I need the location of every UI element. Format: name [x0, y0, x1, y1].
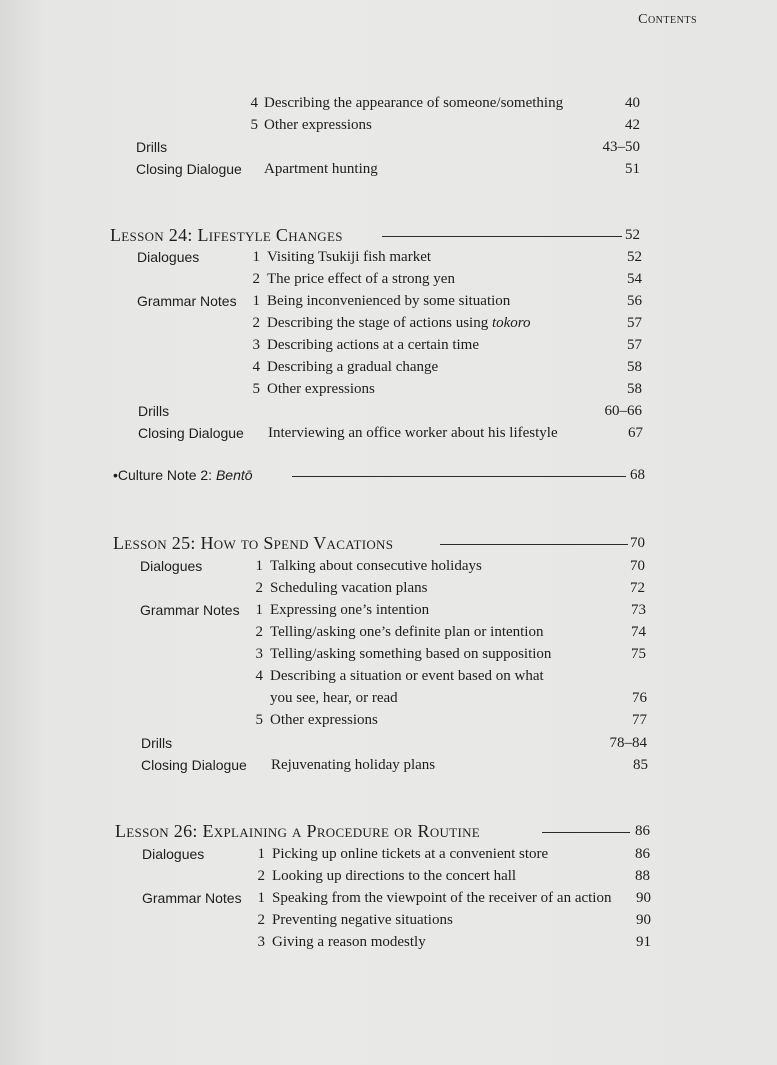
- lesson-heading[interactable]: [0, 222, 777, 248]
- closing-dialogue-label: Closing Dialogue: [138, 425, 244, 441]
- toc-entry[interactable]: [0, 843, 777, 865]
- toc-entry[interactable]: [0, 887, 777, 909]
- entry-page: 76: [632, 690, 647, 706]
- lesson-page: 70: [630, 535, 645, 551]
- drills-label: Drills: [136, 139, 168, 155]
- entry-number: 1: [255, 558, 263, 574]
- toc-entry[interactable]: [0, 312, 777, 334]
- toc-entry[interactable]: [0, 865, 777, 887]
- entry-title: Picking up online tickets at a convenient store: [272, 846, 549, 862]
- entry-number: 2: [257, 868, 265, 884]
- toc-entry-closing[interactable]: [0, 422, 777, 444]
- entry-page: 57: [627, 315, 642, 331]
- entry-number: 2: [252, 315, 260, 331]
- toc-entry-closing[interactable]: [0, 754, 777, 776]
- entry-page: 68: [630, 467, 645, 483]
- entry-number: 4: [250, 95, 258, 111]
- entry-title: Telling/asking one’s definite plan or intention: [270, 624, 544, 640]
- entry-title: you see, hear, or read: [270, 690, 398, 706]
- entry-number: 2: [257, 912, 265, 928]
- entry-page: 90: [636, 912, 651, 928]
- closing-dialogue-label: Closing Dialogue: [141, 757, 247, 773]
- toc-entry[interactable]: [0, 709, 777, 731]
- culture-note-entry[interactable]: [0, 464, 777, 486]
- toc-entry[interactable]: [0, 114, 777, 136]
- entry-number: 2: [255, 580, 263, 596]
- entry-number: 2: [255, 624, 263, 640]
- toc-entry-drills[interactable]: [0, 400, 777, 422]
- toc-entry[interactable]: [0, 643, 777, 665]
- toc-entry[interactable]: [0, 334, 777, 356]
- dialogues-label: Dialogues: [140, 558, 203, 574]
- entry-title: Describing a situation or event based on what: [270, 668, 544, 684]
- toc-entry[interactable]: [0, 931, 777, 953]
- toc-entry-continuation[interactable]: [0, 687, 777, 709]
- entry-title: Apartment hunting: [264, 161, 378, 177]
- entry-number: 1: [252, 293, 260, 309]
- lesson-title: Lesson 24: Lifestyle Changes: [110, 225, 343, 245]
- closing-dialogue-label: Closing Dialogue: [136, 161, 242, 177]
- dialogues-label: Dialogues: [137, 249, 200, 265]
- entry-title: Describing a gradual change: [267, 359, 439, 375]
- entry-page: 40: [625, 95, 640, 111]
- toc-entry[interactable]: [0, 290, 777, 312]
- entry-title: Scheduling vacation plans: [270, 580, 428, 596]
- culture-note-prefix: •Culture Note 2:: [113, 467, 216, 483]
- entry-page: 88: [635, 868, 650, 884]
- entry-page: 72: [630, 580, 645, 596]
- entry-title-main: Describing the stage of actions using: [267, 315, 492, 331]
- toc-entry[interactable]: [0, 909, 777, 931]
- entry-page: 77: [632, 712, 647, 728]
- entry-page: 85: [633, 757, 648, 773]
- lesson-heading[interactable]: [0, 818, 777, 844]
- lesson-title: Lesson 25: How to Spend Vacations: [113, 533, 394, 553]
- leader-line: [440, 544, 628, 545]
- grammar-notes-label: Grammar Notes: [137, 293, 237, 309]
- toc-entry[interactable]: [0, 555, 777, 577]
- entry-page: 74: [631, 624, 646, 640]
- entry-title: Describing the appearance of someone/something: [264, 95, 564, 111]
- entry-page: 90: [636, 890, 651, 906]
- toc-entry[interactable]: [0, 356, 777, 378]
- toc-entry[interactable]: [0, 268, 777, 290]
- entry-page: 51: [625, 161, 640, 177]
- entry-title: Other expressions: [267, 381, 375, 397]
- entry-title: Other expressions: [270, 712, 378, 728]
- toc-entry[interactable]: [0, 92, 777, 114]
- entry-title: [267, 312, 531, 334]
- entry-page: 60–66: [604, 403, 642, 419]
- entry-number: 3: [257, 934, 265, 950]
- entry-title: Visiting Tsukiji fish market: [267, 249, 432, 265]
- entry-title: Rejuvenating holiday plans: [271, 757, 436, 773]
- entry-number: 3: [252, 337, 260, 353]
- toc-entry[interactable]: [0, 665, 777, 687]
- entry-page: 54: [627, 271, 642, 287]
- entry-number: 4: [255, 668, 263, 684]
- entry-number: 1: [252, 249, 260, 265]
- dialogues-label: Dialogues: [142, 846, 205, 862]
- entry-page: 52: [627, 249, 642, 265]
- entry-page: 42: [625, 117, 640, 133]
- toc-entry-drills[interactable]: [0, 136, 777, 158]
- entry-title: Being inconvenienced by some situation: [267, 293, 511, 309]
- entry-page: 58: [627, 359, 642, 375]
- entry-number: 2: [252, 271, 260, 287]
- entry-number: 1: [255, 602, 263, 618]
- grammar-notes-label: Grammar Notes: [142, 890, 242, 906]
- lesson-page: 52: [625, 227, 640, 243]
- entry-title: The price effect of a strong yen: [267, 271, 455, 287]
- toc-entry[interactable]: [0, 378, 777, 400]
- entry-title: Other expressions: [264, 117, 372, 133]
- toc-entry[interactable]: [0, 246, 777, 268]
- entry-number: 3: [255, 646, 263, 662]
- entry-page: 56: [627, 293, 642, 309]
- toc-entry[interactable]: [0, 599, 777, 621]
- entry-title: Telling/asking something based on supposition: [270, 646, 552, 662]
- lesson-heading[interactable]: [0, 530, 777, 556]
- leader-line: [382, 236, 622, 237]
- entry-title-italic: tokoro: [491, 315, 531, 331]
- entry-title: Looking up directions to the concert hall: [272, 868, 517, 884]
- entry-title: Preventing negative situations: [272, 912, 453, 928]
- lesson-title: Lesson 26: Explaining a Procedure or Routine: [115, 821, 481, 841]
- entry-number: 5: [252, 381, 260, 397]
- lesson-page: 86: [635, 823, 650, 839]
- entry-page: 58: [627, 381, 642, 397]
- entry-page: 43–50: [602, 139, 640, 155]
- culture-note-title: [113, 464, 253, 486]
- toc-entry[interactable]: [0, 621, 777, 643]
- entry-title: Expressing one’s intention: [270, 602, 430, 618]
- entry-title: Giving a reason modestly: [272, 934, 426, 950]
- leader-line: [292, 476, 626, 477]
- entry-number: 1: [257, 890, 265, 906]
- entry-page: 91: [636, 934, 651, 950]
- entry-page: 75: [631, 646, 646, 662]
- entry-title: Describing actions at a certain time: [267, 337, 479, 353]
- entry-page: 78–84: [609, 735, 647, 751]
- entry-page: 86: [635, 846, 650, 862]
- entry-number: 4: [252, 359, 260, 375]
- entry-number: 5: [250, 117, 258, 133]
- entry-page: 70: [630, 558, 645, 574]
- grammar-notes-label: Grammar Notes: [140, 602, 240, 618]
- toc-entry-drills[interactable]: [0, 732, 777, 754]
- culture-note-name: Bentō: [215, 467, 253, 483]
- running-head: Contents: [638, 12, 697, 27]
- entry-number: 5: [255, 712, 263, 728]
- toc-entry-closing[interactable]: [0, 158, 777, 180]
- entry-page: 57: [627, 337, 642, 353]
- entry-title: Interviewing an office worker about his lifestyle: [268, 425, 558, 441]
- entry-page: 73: [631, 602, 646, 618]
- entry-number: 1: [257, 846, 265, 862]
- entry-title: Speaking from the viewpoint of the receiver of an action: [272, 890, 612, 906]
- drills-label: Drills: [141, 735, 173, 751]
- drills-label: Drills: [138, 403, 170, 419]
- entry-page: 67: [628, 425, 643, 441]
- entry-title: Talking about consecutive holidays: [270, 558, 482, 574]
- toc-entry[interactable]: [0, 577, 777, 599]
